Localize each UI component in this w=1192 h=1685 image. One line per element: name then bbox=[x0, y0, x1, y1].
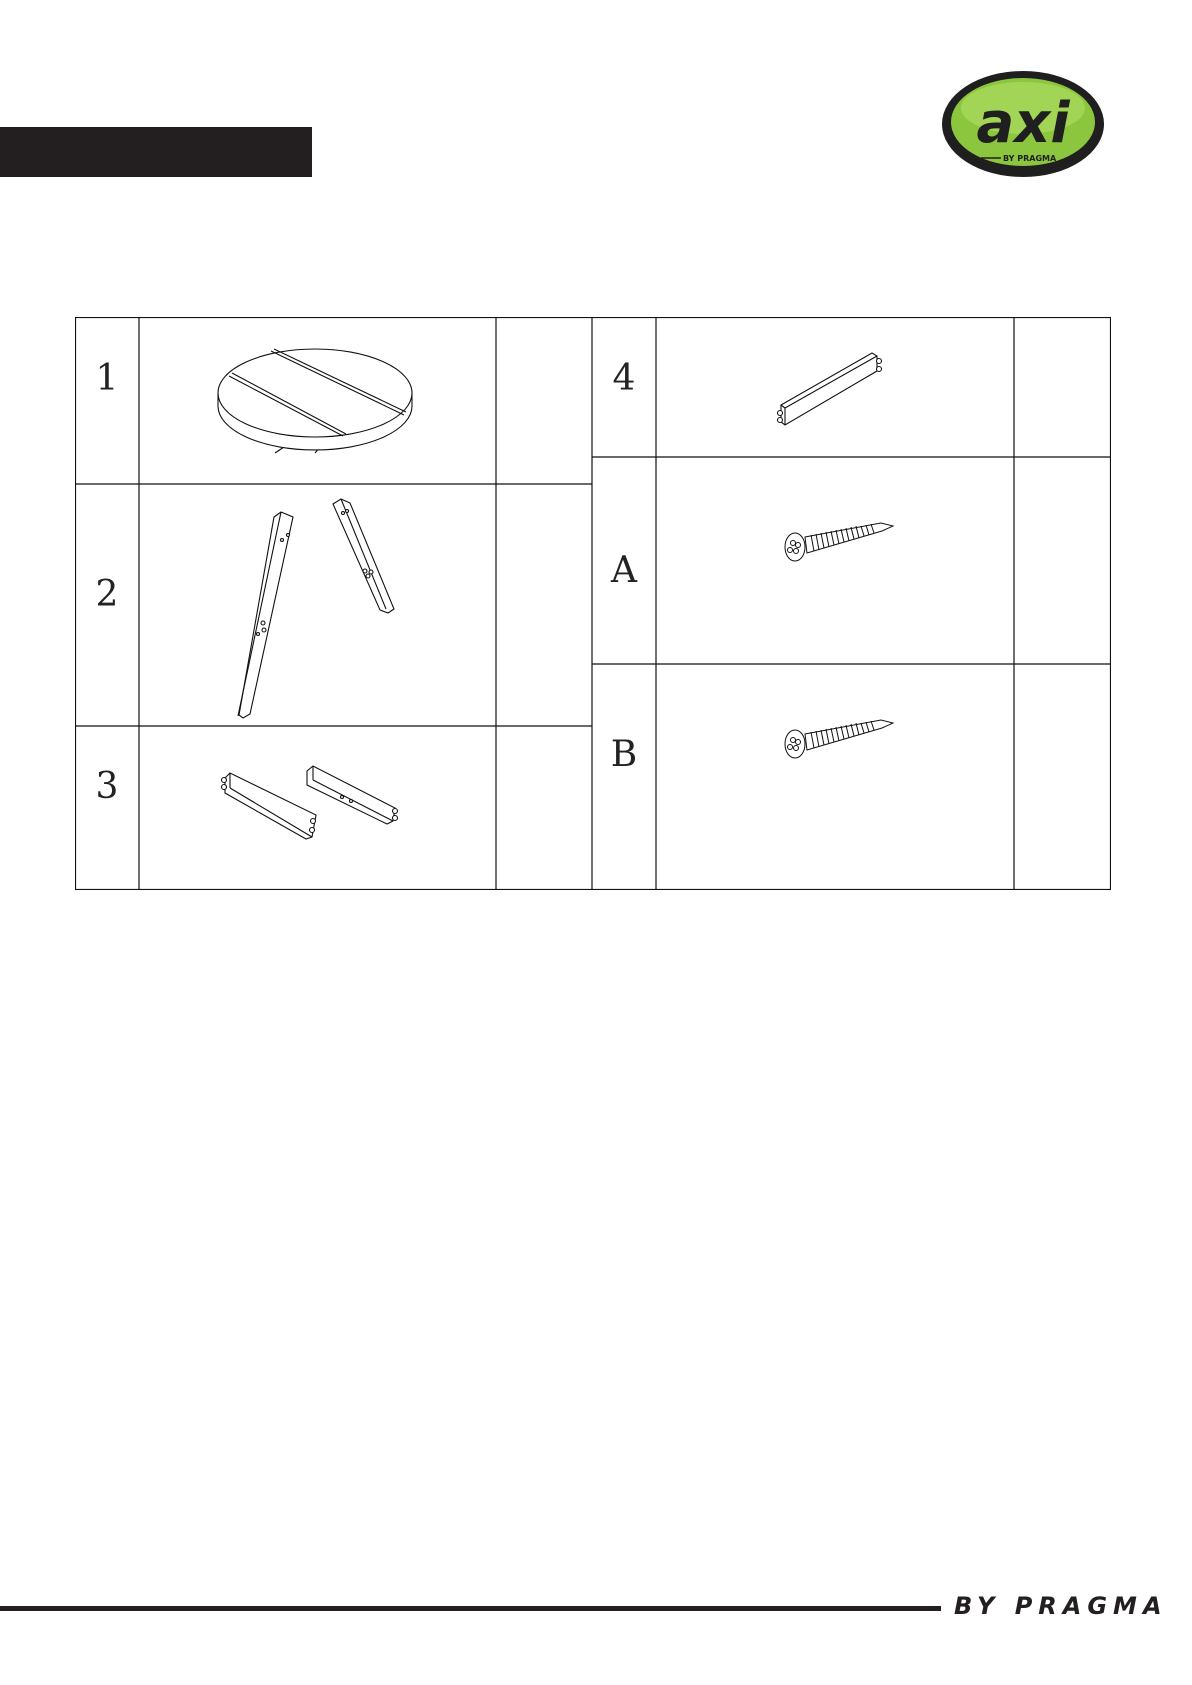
part-label-b: B bbox=[610, 734, 638, 775]
part-label-3: 3 bbox=[95, 766, 119, 807]
axi-logo-graphic bbox=[941, 70, 1105, 178]
logo-tagline: BY PRAGMA bbox=[1003, 154, 1057, 163]
part-label-a: A bbox=[611, 550, 637, 591]
part-label-1: 1 bbox=[95, 358, 119, 399]
part-label-2: 2 bbox=[95, 574, 119, 615]
header-black-bar bbox=[0, 127, 312, 177]
part-label-4: 4 bbox=[612, 358, 636, 399]
footer-rule bbox=[0, 1606, 941, 1611]
logo-wordmark: axi bbox=[976, 91, 1070, 156]
footer-brand: BY PRAGMA bbox=[954, 1592, 1168, 1620]
axi-logo bbox=[941, 70, 1105, 178]
parts-table bbox=[75, 317, 1111, 890]
